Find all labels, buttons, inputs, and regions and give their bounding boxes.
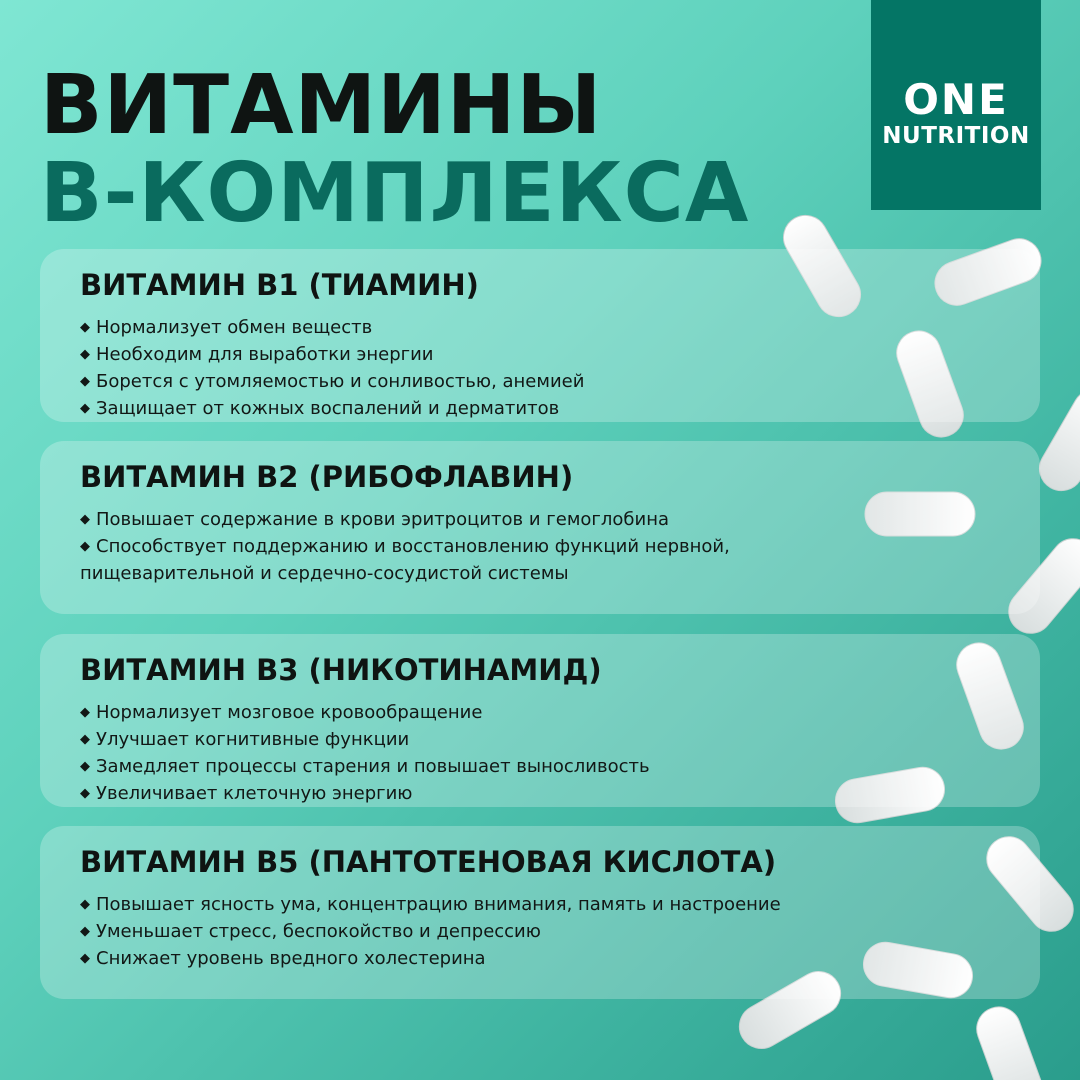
bullet-text: Улучшает когнитивные функции xyxy=(96,729,410,750)
bullet-item xyxy=(80,754,1000,781)
bullet-icon: ◆ xyxy=(80,347,90,362)
bullet-icon: ◆ xyxy=(80,786,90,801)
bullet-icon: ◆ xyxy=(80,951,90,966)
bullet-item xyxy=(80,396,1000,423)
page-title xyxy=(40,58,750,241)
title-line-2: В-КОМПЛЕКСА xyxy=(40,146,750,241)
bullet-item xyxy=(80,781,1000,808)
card-lines xyxy=(80,315,1000,423)
bullet-item xyxy=(80,946,1000,973)
card-heading: ВИТАМИН В5 (ПАНТОТЕНОВАЯ КИСЛОТА) xyxy=(80,845,777,879)
card-heading: ВИТАМИН В2 (РИБОФЛАВИН) xyxy=(80,460,574,494)
vitamin-card-b3 xyxy=(40,634,1040,807)
title-line-1: ВИТАМИНЫ xyxy=(40,58,603,153)
bullet-icon: ◆ xyxy=(80,374,90,389)
bullet-text: пищеварительной и сердечно-сосудистой системы xyxy=(80,563,569,584)
card-lines xyxy=(80,892,1000,973)
bullet-icon: ◆ xyxy=(80,539,90,554)
bullet-text: Нормализует обмен веществ xyxy=(96,317,373,338)
bullet-icon: ◆ xyxy=(80,759,90,774)
bullet-text: Способствует поддержанию и восстановлению функций нервной, xyxy=(96,536,730,557)
bullet-item xyxy=(80,315,1000,342)
bullet-text: Борется с утомляемостью и сонливостью, анемией xyxy=(96,371,585,392)
logo-line-1: ONE xyxy=(903,75,1009,124)
card-lines xyxy=(80,507,1000,586)
capsule xyxy=(971,1001,1050,1080)
vitamin-card-b5 xyxy=(40,826,1040,999)
bullet-text: Нормализует мозговое кровообращение xyxy=(96,702,483,723)
bullet-icon: ◆ xyxy=(80,897,90,912)
bullet-text: Повышает содержание в крови эритроцитов и гемоглобина xyxy=(96,509,670,530)
bullet-text: Защищает от кожных воспалений и дерматитов xyxy=(96,398,560,419)
bullet-icon: ◆ xyxy=(80,924,90,939)
bullet-text: Повышает ясность ума, концентрацию внимания, память и настроение xyxy=(96,894,781,915)
bullet-item xyxy=(80,919,1000,946)
bullet-item xyxy=(80,700,1000,727)
logo-line-2: NUTRITION xyxy=(882,123,1030,149)
bullet-item xyxy=(80,727,1000,754)
bullet-item xyxy=(80,534,1000,561)
bullet-icon: ◆ xyxy=(80,401,90,416)
bullet-icon: ◆ xyxy=(80,512,90,527)
bullet-icon: ◆ xyxy=(80,732,90,747)
bullet-item xyxy=(80,369,1000,396)
card-heading: ВИТАМИН В1 (ТИАМИН) xyxy=(80,268,479,302)
bullet-text: Снижает уровень вредного холестерина xyxy=(96,948,486,969)
bullet-icon: ◆ xyxy=(80,705,90,720)
card-heading: ВИТАМИН В3 (НИКОТИНАМИД) xyxy=(80,653,602,687)
bullet-text: Уменьшает стресс, беспокойство и депрессию xyxy=(96,921,541,942)
bullet-item xyxy=(80,892,1000,919)
bullet-icon: ◆ xyxy=(80,320,90,335)
bullet-item xyxy=(80,342,1000,369)
card-lines xyxy=(80,700,1000,808)
bullet-item xyxy=(80,507,1000,534)
brand-logo xyxy=(871,0,1041,210)
bullet-text: Увеличивает клеточную энергию xyxy=(96,783,413,804)
bullet-item xyxy=(80,561,1000,586)
bullet-text: Замедляет процессы старения и повышает выносливость xyxy=(96,756,650,777)
vitamin-card-b1 xyxy=(40,249,1040,422)
bullet-text: Необходим для выработки энергии xyxy=(96,344,434,365)
vitamin-card-b2 xyxy=(40,441,1040,614)
